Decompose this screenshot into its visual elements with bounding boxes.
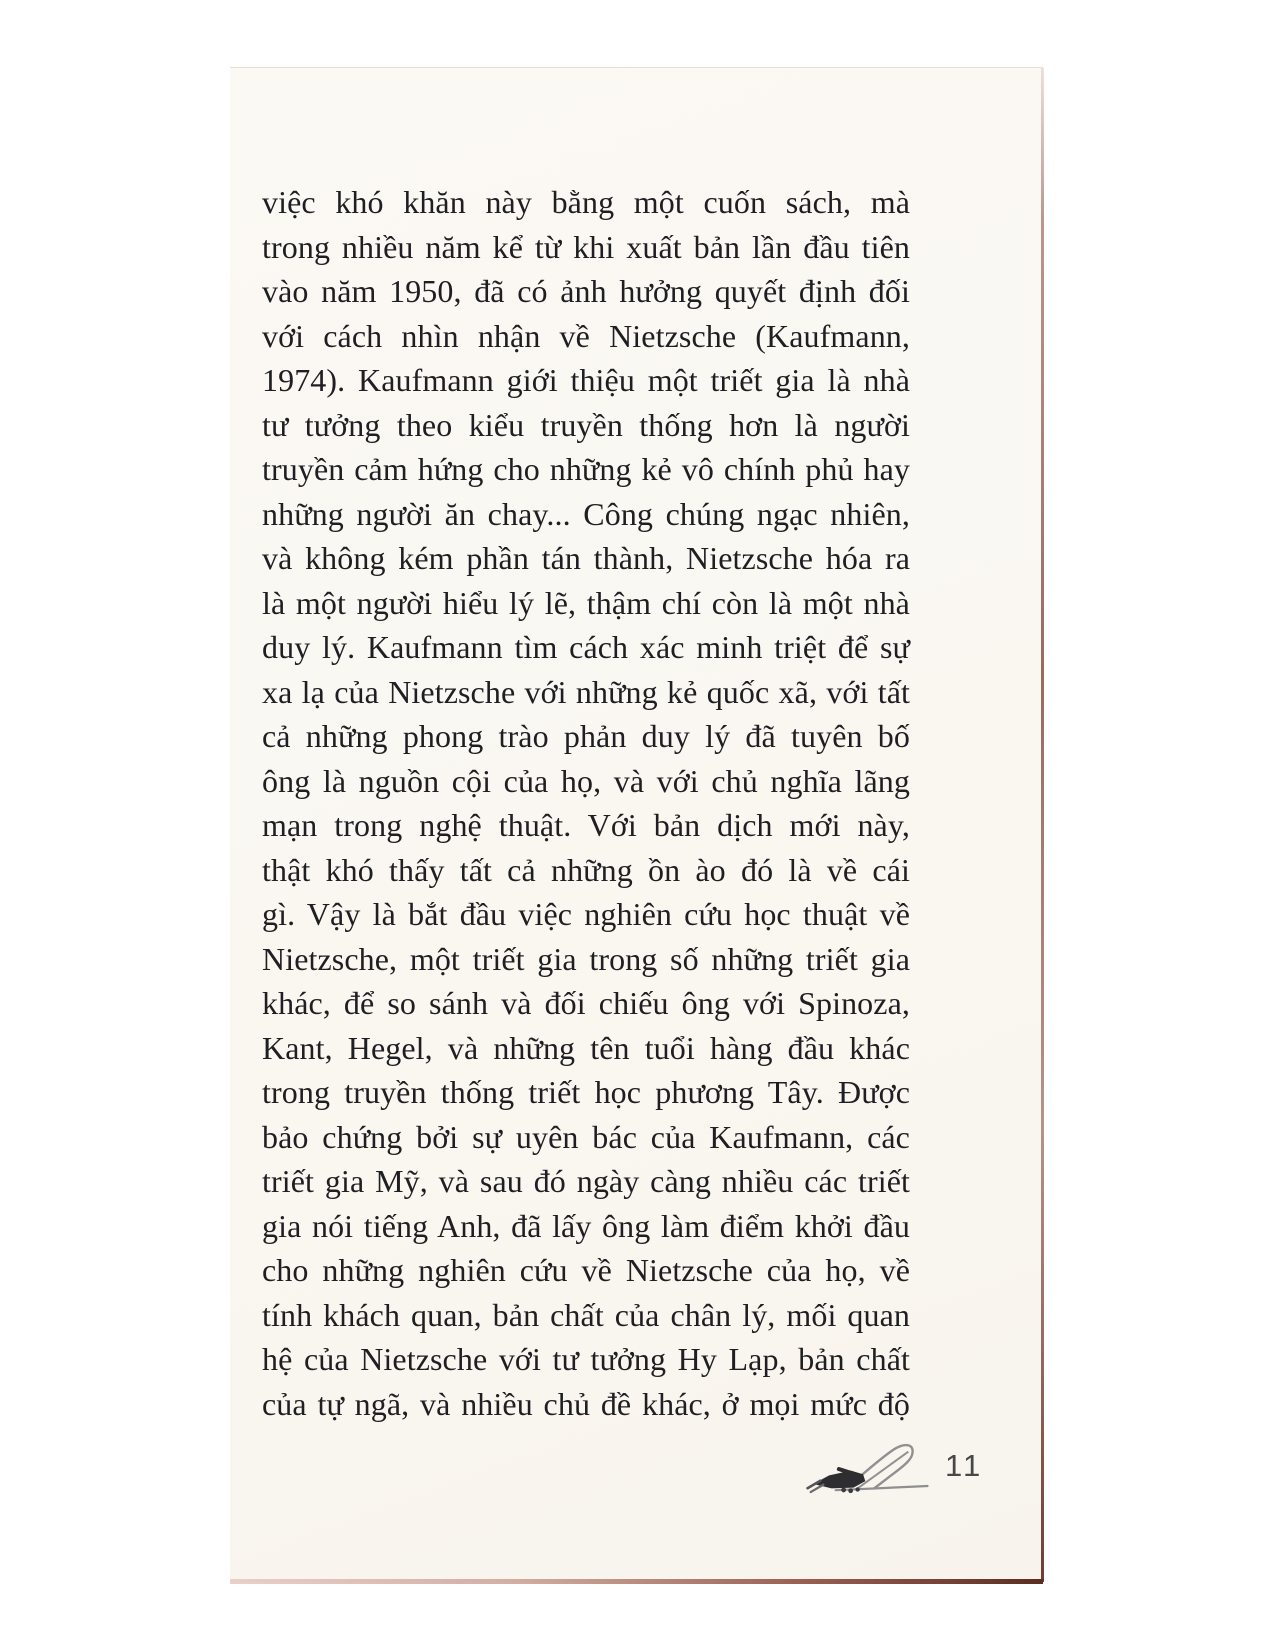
book-cover-bottom-edge <box>230 1579 1043 1584</box>
paragraph-line: triết gia Mỹ, và sau đó ngày càng nhiều các triết <box>262 1163 910 1199</box>
paragraph-line: gì. Vậy là bắt đầu việc nghiên cứu học thuật về <box>262 896 910 932</box>
paragraph-line: xa lạ của Nietzsche với những kẻ quốc xã, với tất <box>262 673 910 710</box>
paragraph-line: tư tưởng theo kiểu truyền thống hơn là người <box>262 406 910 443</box>
paragraph-line: Nietzsche, một triết gia trong số những triết gia <box>262 940 910 977</box>
paragraph-text-block <box>262 180 910 1426</box>
paragraph-line: của tự ngã, và nhiều chủ đề khác, ở mọi mức độ <box>262 1385 910 1422</box>
paragraph-line: là một người hiểu lý lẽ, thậm chí còn là một nhà <box>262 584 910 621</box>
paragraph-line: gia nói tiếng Anh, đã lấy ông làm điểm khởi đầu <box>262 1207 910 1244</box>
paragraph-line: 1974). Kaufmann giới thiệu một triết gia là nhà <box>262 362 910 398</box>
book-page-scan <box>230 67 1043 1582</box>
paragraph-line: những người ăn chay... Công chúng ngạc nhiên, <box>262 495 910 532</box>
paragraph-line: mạn trong nghệ thuật. Với bản dịch mới này, <box>262 807 910 843</box>
book-cover-right-edge <box>1041 68 1044 1582</box>
page-footer <box>805 1440 1015 1510</box>
paragraph-line: cả những phong trào phản duy lý đã tuyên bố <box>262 718 910 754</box>
paragraph-line: truyền cảm hứng cho những kẻ vô chính phủ hay <box>262 451 910 487</box>
paragraph-line: với cách nhìn nhận về Nietzsche (Kaufmann, <box>262 317 910 354</box>
paragraph-line: việc khó khăn này bằng một cuốn sách, mà <box>262 184 910 220</box>
paragraph-line: thật khó thấy tất cả những ồn ào đó là về cái <box>262 851 910 888</box>
paragraph-line: bảo chứng bởi sự uyên bác của Kaufmann, các <box>262 1118 910 1155</box>
paragraph-line: hệ của Nietzsche với tư tưởng Hy Lạp, bản chất <box>262 1341 910 1377</box>
paragraph-line: duy lý. Kaufmann tìm cách xác minh triệt để sự <box>262 629 910 665</box>
page-number: 11 <box>945 1448 984 1483</box>
paragraph-line: và không kém phần tán thành, Nietzsche hóa ra <box>262 540 910 576</box>
paragraph-line: khác, để so sánh và đối chiếu ông với Spinoza, <box>262 985 910 1021</box>
paragraph-line: trong truyền thống triết học phương Tây. Được <box>262 1074 910 1110</box>
paragraph-line: ông là nguồn cội của họ, và với chủ nghĩa lãng <box>262 762 910 799</box>
paragraph-line: tính khách quan, bản chất của chân lý, mối quan <box>262 1296 910 1333</box>
paragraph-line: Kant, Hegel, và những tên tuổi hàng đầu khác <box>262 1029 910 1066</box>
paragraph-line: cho những nghiên cứu về Nietzsche của họ, về <box>262 1252 910 1288</box>
quill-flourish-icon <box>804 1440 936 1505</box>
paragraph-line: vào năm 1950, đã có ảnh hưởng quyết định đối <box>262 273 910 309</box>
paragraph-line: trong nhiều năm kể từ khi xuất bản lần đầu tiên <box>262 228 910 265</box>
